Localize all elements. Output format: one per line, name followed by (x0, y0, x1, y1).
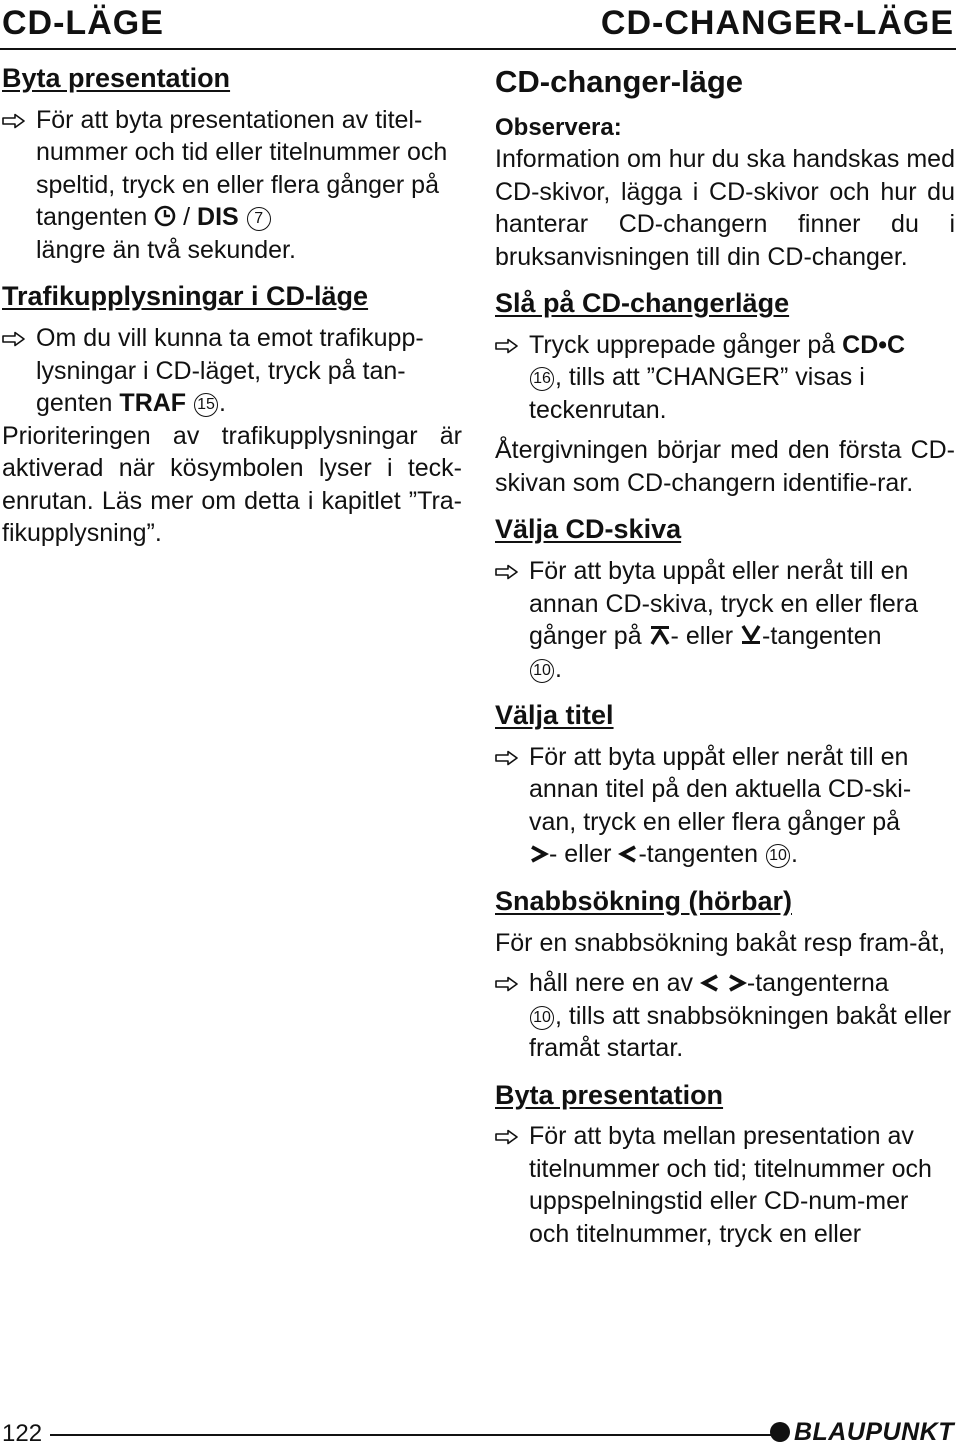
bullet-text-end: längre än två sekunder. (36, 235, 296, 264)
left-chevron-icon (618, 844, 638, 864)
observera-label: Observera: (495, 114, 622, 142)
header-right-title: CD-CHANGER-LÄGE (600, 4, 954, 42)
section-title-sla-pa: Slå på CD-changerläge (495, 288, 790, 319)
paragraph-atergivning: Återgivningen börjar med den första CD-skivan som CD-changern identifie-rar. (495, 436, 955, 497)
bullet-byta-presentation-right (495, 1120, 955, 1250)
arrow-right-outline-icon (495, 976, 519, 992)
brand-logo (770, 1418, 954, 1447)
observera-text: Information om hur du ska handskas med CD-skivor, lägga i CD-skivor och hur du hanterar CD-changern finner du i bruksanvisningen till din CD-changer. (495, 145, 955, 271)
arrow-right-outline-icon (495, 1129, 519, 1145)
up-arrow-key-icon (649, 624, 671, 646)
arrow-right-outline-icon (495, 338, 519, 354)
right-chevron-icon (529, 844, 549, 864)
bullet-text-mid: -tangenterna (746, 969, 889, 998)
bullet-sla-pa (495, 329, 955, 427)
left-chevron-icon (700, 973, 720, 993)
key-number-15: 15 (194, 393, 218, 417)
bullet-valja-cd-skiva: För att byta uppåt eller neråt till en annan CD-skiva, tryck en eller flera gånger på - eller -tangenten 10 . (495, 555, 955, 685)
key-number-10: 10 (530, 1006, 554, 1030)
bullet-valja-titel: För att byta uppåt eller neråt till en annan titel på den aktuella CD-ski-van, tryck en eller flera gånger på - eller -tangenten 10 . (495, 741, 955, 871)
bullet-text-end: -tangenten (762, 622, 882, 651)
bullet-text-end: , tills att snabbsökningen bakåt eller framåt startar. (529, 1001, 952, 1063)
bullet-trafikupplysningar: Om du vill kunna ta emot trafikupp-lysningar i CD-läget, tryck på tan-genten TRAF 15 . (2, 322, 462, 420)
key-number-7: 7 (247, 207, 271, 231)
section-title-trafikupplysningar: Trafikupplysningar i CD-läge (2, 281, 369, 312)
page-number: 122 (2, 1420, 43, 1447)
clock-icon (154, 205, 176, 227)
bullet-text: För att byta presentationen av titel-nummer och tid eller titelnummer och speltid, tryck en eller flera gånger på tangenten (36, 105, 448, 232)
key-traf: TRAF (119, 389, 187, 417)
bullet-text: Om du vill kunna ta emot trafikupp-lysningar i CD-läget, tryck på tan-genten (36, 324, 424, 417)
left-column (2, 62, 462, 550)
section-title-byta-presentation: Byta presentation (2, 63, 231, 93)
section-title-byta-presentation-right: Byta presentation (495, 1079, 724, 1110)
bullet-text-end: , tills att ”CHANGER” visas i teckenrutan. (529, 363, 865, 424)
brand-dot-icon (770, 1422, 790, 1442)
arrow-right-outline-icon (2, 331, 26, 347)
paragraph-snabbsokning: För en snabbsökning bakåt resp fram-åt, (495, 928, 946, 957)
bullet-text: För att byta mellan presentation av titelnummer och tid; titelnummer och uppspelningstid eller CD-num-mer och titelnummer, tryck en eller (529, 1122, 932, 1248)
key-cdc: CD•C (842, 330, 906, 359)
header-left-title: CD-LÄGE (2, 4, 164, 42)
right-column (495, 62, 955, 1250)
main-title-cd-changer: CD-changer-läge (495, 64, 744, 99)
bullet-text-end: -tangenten (638, 840, 765, 869)
down-arrow-key-icon (740, 624, 762, 646)
footer-rule (50, 1434, 778, 1436)
section-title-valja-cd-skiva: Välja CD-skiva (495, 514, 682, 545)
arrow-right-outline-icon (495, 564, 519, 580)
header-rule (0, 48, 956, 50)
bullet-text-mid: - eller (549, 840, 619, 869)
key-number-16: 16 (530, 367, 554, 391)
arrow-right-outline-icon (2, 113, 26, 129)
brand-name: BLAUPUNKT (793, 1418, 954, 1446)
bullet-snabbsokning (495, 967, 955, 1065)
arrow-right-outline-icon (495, 750, 519, 766)
key-dis: DIS (197, 203, 239, 232)
right-chevron-icon (727, 973, 747, 993)
bullet-byta-presentation: För att byta presentationen av titel-nummer och tid eller titelnummer och speltid, tryck en eller flera gånger på tangenten / DIS 7 längre än två sekunder. (2, 104, 462, 267)
bullet-text: håll nere en av (529, 969, 700, 998)
bullet-text: För att byta uppåt eller neråt till en annan titel på den aktuella CD-ski-van, tryck en eller flera gånger på (529, 742, 912, 836)
section-title-snabbsokning: Snabbsökning (hörbar) (495, 885, 792, 916)
bullet-text-mid: - eller (670, 622, 741, 651)
bullet-text: Tryck upprepade gånger på (529, 330, 843, 359)
paragraph-prioritering: Prioriteringen av trafikupplysningar är aktiverad när kösymbolen lyser i teck-enrutan. Läs mer om detta i kapitlet ”Tra-fikupplysning”. (2, 421, 462, 547)
key-number-10: 10 (766, 844, 790, 868)
key-number-10: 10 (530, 659, 554, 683)
bullet-text: För att byta uppåt eller neråt till en annan CD-skiva, tryck en eller flera gånger på (529, 557, 919, 651)
section-title-valja-titel: Välja titel (495, 700, 614, 731)
